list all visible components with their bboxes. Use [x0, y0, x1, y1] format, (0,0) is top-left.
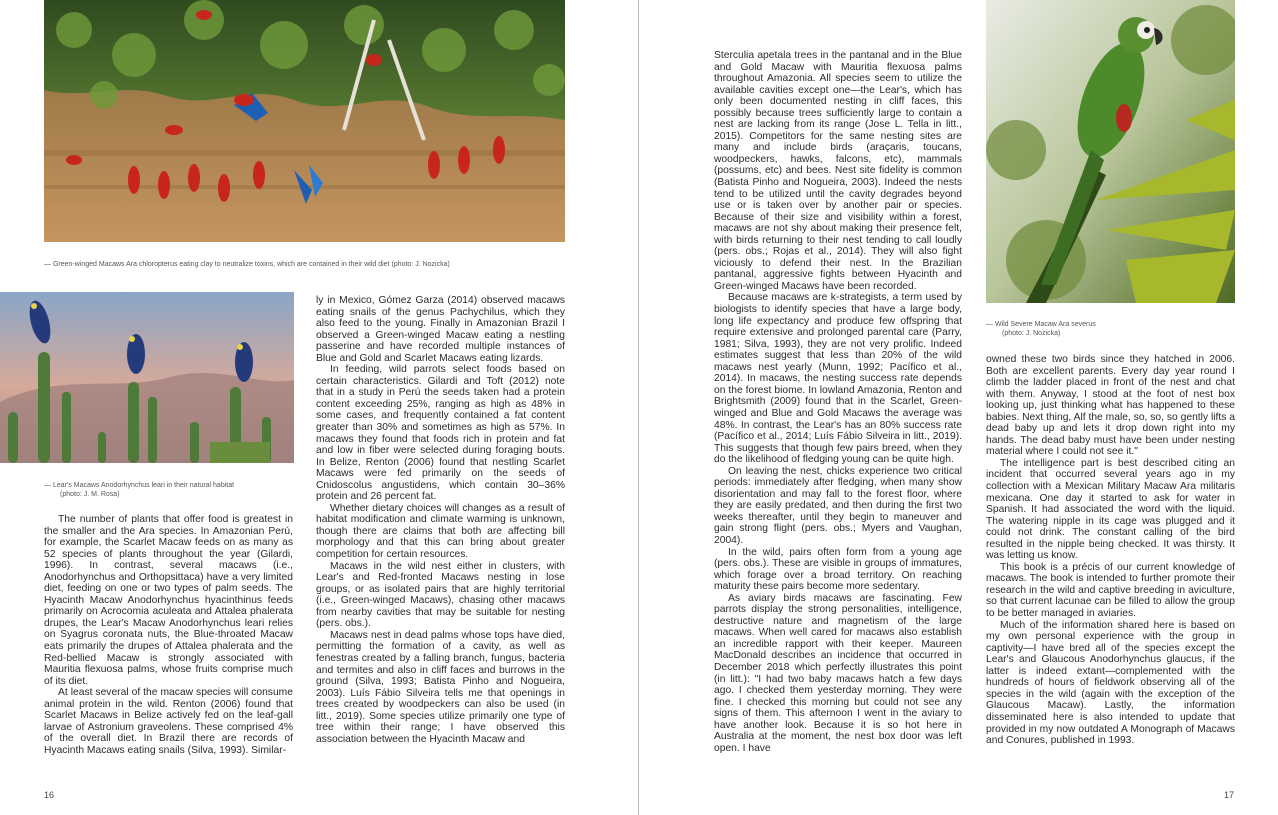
paragraph: In the wild, pairs often form from a young age (pers. obs.). These are visible in groups of immatures, which forage over a broad territory. On reaching maturity these pairs become more sedentary.: [714, 546, 962, 593]
page-number-left: 16: [44, 790, 55, 800]
paragraph: Sterculia apetala trees in the pantanal and in the Blue and Gold Macaw with Mauritia flexuosa palms throughout Amazonia. All species seem to utilize the available cavities except one—the Lear's, which has only been documented nesting in cliff faces, this possibly because trees sufficiently large to contain a nest are lacking from its range (Jose L. Tella in litt., 2015). Competitors for the same nesting sites are many and include birds (araçaris, toucans, woodpeckers, hawks, falcons, etc), mammals (possums, etc) and bees. Nest site fidelity is common (Batista Pinho and Nogueira, 2003). Indeed the nests tend to be utilized until the cavity degrades beyond use or is taken over by another pair or species. Because of their size and visibility within a forest, macaws are not shy about making their presence felt, with birds returning to their nest tending to call loudly (pers. obs.; Rojas et al., 2014). They will also fight viciously to defend their nest. In the Brazilian pantanal, aggressive fights between Hyacinth and Green-winged Macaws have been recorded.: [714, 50, 962, 292]
left-column-1: [44, 514, 293, 756]
caption-credit: (photo: J. Nozicka): [1002, 330, 1061, 337]
caption-dash: —: [44, 482, 53, 489]
paragraph: The intelligence part is best described citing an incident that occurred several years ago in my collection with a Mexican Military Macaw Ara militaris mexicana. One day it started to ask for water in Spanish. It had associated the word with the liquid. The watering nipple in its cage was plugged and it could not drink. The constant calling of the bird resulted in the nipple being checked. It was thirsty. It was letting us know.: [986, 457, 1235, 562]
paragraph: Much of the information shared here is based on my own personal experience with the group in captivity—I have bred all of the species except the Lear's and Glaucous Anodorhynchus glaucus, if the latter is indeed extant—complemented with the hundreds of hours of fieldwork observing all of the species in the wild (again with the exception of the Glaucous Macaw). Lastly, the information disseminated here is also intended to update that provided in my now outdated A Monograph of Macaws and Conures, published in 1993.: [986, 619, 1235, 747]
paragraph: On leaving the nest, chicks experience two critical periods: immediately after fledging, when many show disorientation and may fall to the forest floor, where they are easily predated, and then during the first two weeks thereafter, until they begin to maneuver and gain strong flight (pers. obs.; Myers and Vaughan, 2004).: [714, 465, 962, 546]
right-column-1: [714, 50, 962, 754]
caption-text: Green-winged Macaws Ara chloropterus eating clay to neutralize toxins, which are contained in their wild diet (photo: J. Nozicka): [52, 261, 450, 268]
severe-photo-caption: [986, 320, 1235, 338]
caption-text: Lear's Macaws Anodorhynchus leari in their natural habitat: [52, 482, 235, 489]
paragraph: owned these two birds since they hatched in 2006. Both are excellent parents. Every day year round I climb the ladder placed in front of the nest and chat with them. Anyway, I stood at the foot of nest box looking up, just thinking what has happened to these babies. Next thing, Alf the male, so, so, so gently lifts a dead baby up and lets it drop down right into my hands. The dead baby must have been under nesting material where I could not see it.": [986, 354, 1235, 458]
paragraph: Macaws in the wild nest either in clusters, with Lear's and Red-fronted Macaws nesting in lose groups, or as isolated pairs that are highly territorial (i.e., Green-winged Macaws), chasing other macaws from nearby cavities that may be suitable for nesting (pers. obs.).: [316, 560, 565, 630]
caption-dash: —: [986, 321, 995, 328]
caption-dash: —: [44, 261, 51, 268]
top-photo-caption: [44, 260, 564, 269]
paragraph: Whether dietary choices will changes as a result of habitat modification and climate warming is unknown, though there are claims that both are affecting bill morphology and that this can bring about greater competition for certain resources.: [316, 502, 565, 561]
left-column-2: [316, 295, 565, 745]
paragraph: Macaws nest in dead palms whose tops have died, permitting the formation of a cavity, as well as fenestras created by a falling branch, fungus, bacteria and termites and also in cliff faces and burrows in the ground (Silva, 1993; Batista Pinho and Nogueira, 2003). Luís Fábio Silveira tells me that openings in trees created by woodpeckers can also be used (in litt., 2019). Some species utilize primarily one type of tree within their range; I have observed this association between the Hyacinth Macaw and: [316, 629, 565, 745]
paragraph: This book is a précis of our current knowledge of macaws. The book is intended to further promote their research in the wild and captive breeding in aviculture, so that current lacunae can be filled to allow the group to be better managed in aviaries.: [986, 561, 1235, 620]
caption-text: Wild Severe Macaw Ara severus: [994, 321, 1096, 328]
right-column-2: [986, 354, 1235, 747]
lears-macaw-photo: [0, 292, 294, 463]
lears-photo-caption: [44, 481, 294, 499]
paragraph: In feeding, wild parrots select foods based on certain characteristics. Gilardi and Toft (2012) note that in a study in Perú the seeds taken had a protein content exceeding 25%, ranging as high as 48% in some cases, and frequently contained a fat content greater than 30% and sometimes as high as 57%. In macaws they found that foods rich in protein and fat and low in fiber were selected during foraging bouts. In Belize, Renton (2006) found that nestling Scarlet Macaws were fed primarily on the seeds of Cnidoscolus angustidens, which contain 30–36% protein and 26 percent fat.: [316, 364, 565, 503]
paragraph: Because macaws are k-strategists, a term used by biologists to identify species that have a large body, long life expectancy and produce few offspring that require extensive and prolonged parental care (Parry, 1981; Silva, 1993), they are not very prolific. Indeed estimates suggest that less than 20% of the wild macaws nest yearly (Munn, 1992; Pacífico et al., 2014). In macaws, the nesting success rate depends on the forest biome. In lowland Amazonia, Renton and Brightsmith (2009) found that in the Scarlet, Green-winged and Blue and Gold Macaws the average was 48%. In contrast, the Lear's has an 80% success rate (Pacífico et al., 2014; Luís Fábio Silveira in litt., 2019). This suggests that though few pairs breed, when they do the likelihood of fledging young can be quite high.: [714, 292, 962, 466]
paragraph: As aviary birds macaws are fascinating. Few parrots display the strong personalities, intelligence, destructive nature and magnetism of the large macaws. When well cared for macaws also establish an incredible rapport with their keeper. Maureen MacDonald describes an incidence that occurred in December 2018 which perfectly illustrates this point (in litt.): "I had two baby macaws hatch a few days ago. I checked them yesterday morning. They were fine. I checked this morning but could not see any signs of them. This afternoon I went in the aviary to have another look. Because it is so hot here in Australia at the moment, the nest box door was left open. I have: [714, 592, 962, 754]
paragraph: At least several of the macaw species will consume animal protein in the wild. Renton (2006) found that Scarlet Macaws in Belize actively fed on the leaf-gall larvae of Astronium graveolens. These comprised 4% of the overall diet. In Brazil there are records of Hyacinth Macaws eating snails (Silva, 1993). Similar-: [44, 687, 293, 756]
page-gutter: [638, 0, 639, 815]
paragraph: The number of plants that offer food is greatest in the smaller and the Ara species. In Amazonian Perú, for example, the Scarlet Macaw feeds on as many as 52 species of plants throughout the year (Gilardi, 1996). In contrast, several macaws (i.e., Anodorhynchus and Orthopsittaca) have a very limited diet, feeding on one or two types of palm seeds. The Hyacinth Macaw Anodorhynchus hyacinthinus feeds primarily on Acrocomia aculeata and Attalea phalerata drupes, the Lear's Macaw Anodorhynchus leari relies on Syagrus coronata nuts, the Blue-throated Macaw eats primarily the drupes of Attalea phalerata and the Red-bellied Macaw is strongly associated with Mauritia flexuosa palms, whose fruits comprise much of its diet.: [44, 514, 293, 687]
paragraph: ly in Mexico, Gómez Garza (2014) observed macaws eating snails of the genus Pachychilus, which they also feed to the young. Finally in Amazonian Brazil I observed a Green-winged Macaw eating a nestling passerine and have recorded multiple instances of Blue and Gold and Scarlet Macaws eating lizards.: [316, 295, 565, 364]
severe-macaw-photo: [986, 0, 1235, 303]
clay-lick-photo: [44, 0, 565, 242]
page-number-right: 17: [1224, 790, 1235, 800]
caption-credit: (photo: J. M. Rosa): [60, 491, 120, 498]
